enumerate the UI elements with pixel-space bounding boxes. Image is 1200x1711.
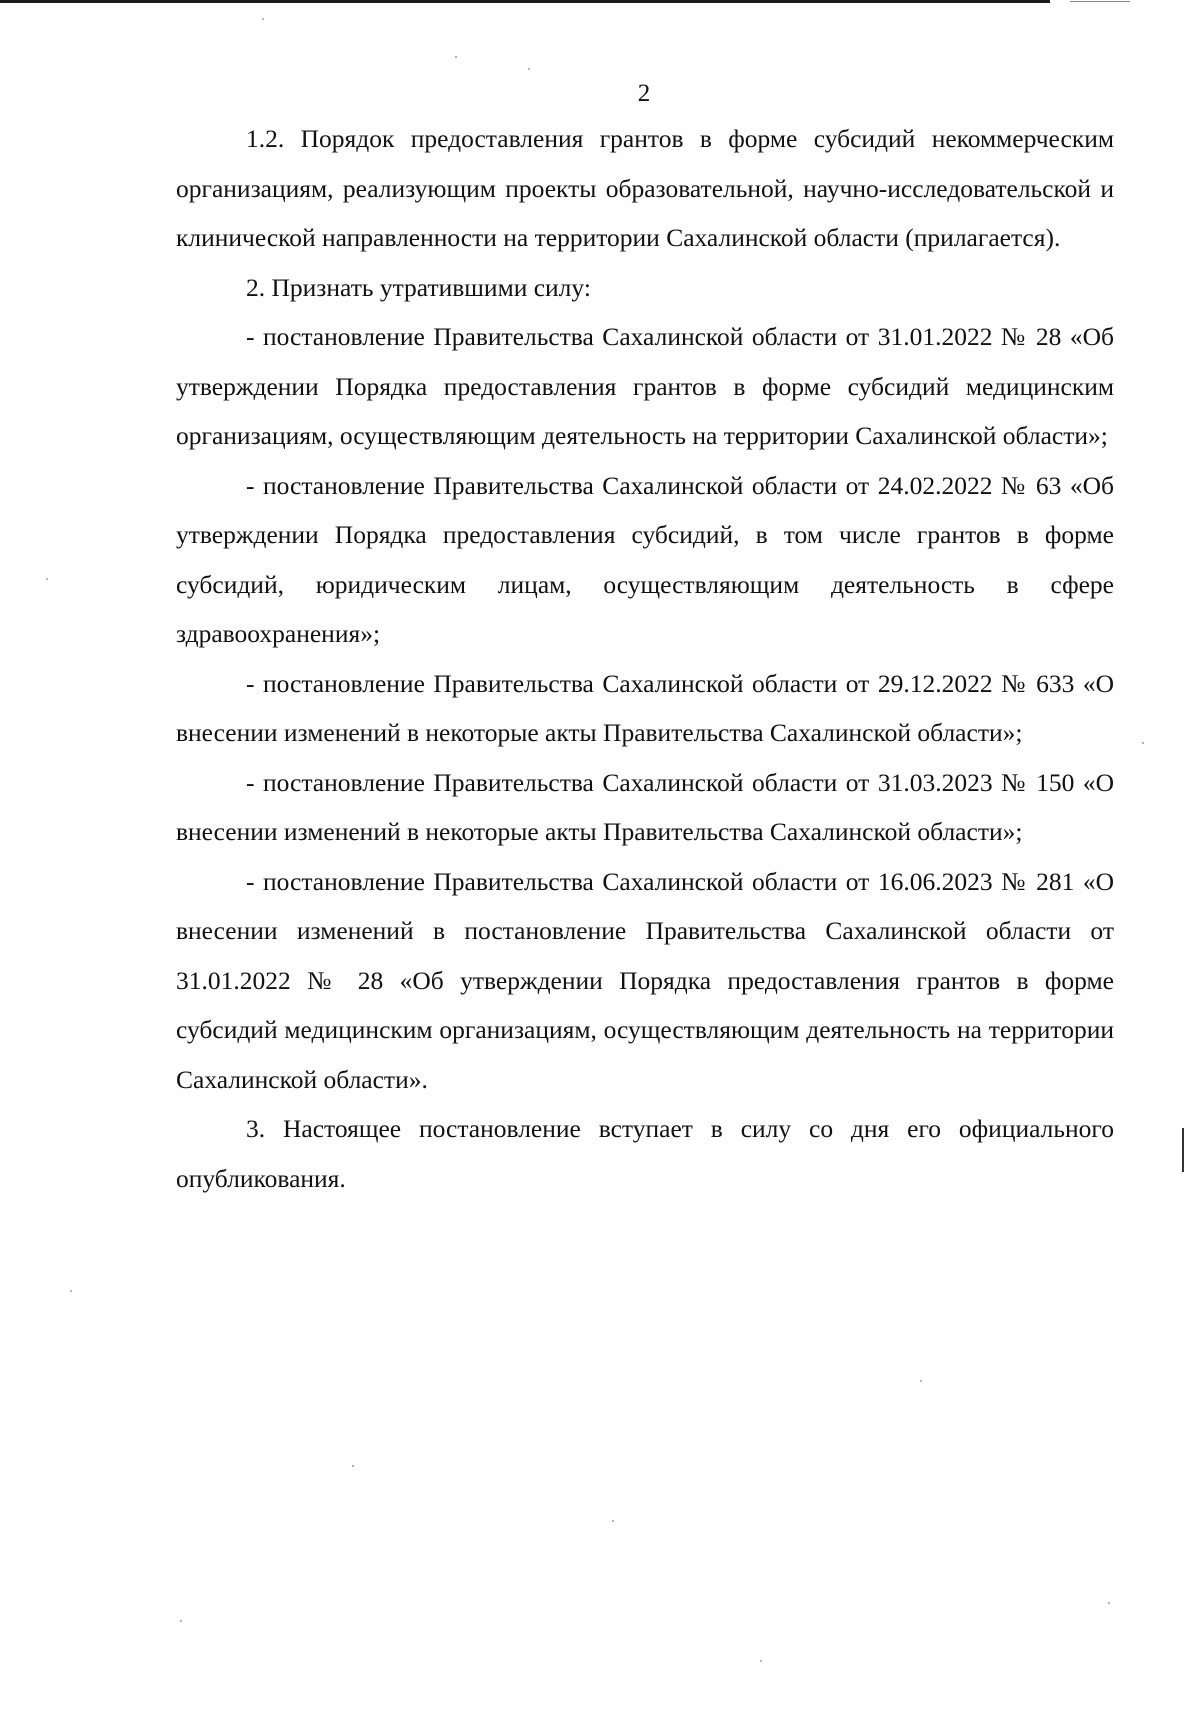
- scan-speck: [262, 18, 264, 20]
- paragraph-repeal-item-1: - постановление Правительства Сахалинской области от 31.01.2022 № 28 «Об утверждении Порядка предоставления грантов в форме субсидий медицинским организациям, осуществляющим деятельность на территории Сахалинской области»;: [176, 322, 1114, 450]
- scan-speck: [920, 1380, 922, 1382]
- page-number: 2: [637, 80, 651, 107]
- paragraph-repeal-item-2: - постановление Правительства Сахалинской области от 24.02.2022 № 63 «Об утверждении Порядка предоставления субсидий, в том числе грантов в форме субсидий, юридическим лицам, осуществляющим деятельность в сфере здравоохранения»;: [176, 470, 1114, 648]
- scan-speck: [352, 1465, 354, 1467]
- scan-artifact-mark: [1182, 1128, 1184, 1172]
- scan-speck: [612, 1520, 614, 1522]
- paragraph-repeal-item-3: - постановление Правительства Сахалинской области от 29.12.2022 № 633 «О внесении изменений в некоторые акты Правительства Сахалинской области»;: [176, 668, 1114, 747]
- paragraph-3: 3. Настоящее постановление вступает в силу со дня его официального опубликования.: [176, 1114, 1114, 1193]
- paragraph-1-2: 1.2. Порядок предоставления грантов в форме субсидий некоммерческим организациям, реализующим проекты образовательной, научно-исследовательской и клинической направленности на территории Сахалинской области (прилагается).: [176, 124, 1114, 252]
- scan-speck: [1142, 742, 1144, 744]
- scan-speck: [46, 578, 48, 580]
- scan-speck: [70, 1290, 72, 1292]
- scan-speck: [1108, 1602, 1110, 1604]
- scan-speck: [455, 56, 457, 58]
- paragraph-2: 2. Признать утратившими силу:: [246, 272, 591, 302]
- scan-speck: [528, 68, 530, 70]
- scan-speck: [760, 1660, 762, 1662]
- top-border-line: [0, 0, 1050, 3]
- scan-speck: [180, 1620, 182, 1622]
- paragraph-repeal-item-4: - постановление Правительства Сахалинской области от 31.03.2023 № 150 «О внесении изменений в некоторые акты Правительства Сахалинской области»;: [176, 767, 1114, 846]
- top-border-line-tail: [1070, 1, 1130, 2]
- document-body: [176, 114, 1114, 1203]
- paragraph-repeal-item-5: - постановление Правительства Сахалинской области от 16.06.2023 № 281 «О внесении изменений в постановление Правительства Сахалинской области от 31.01.2022 № 28 «Об утверждении Порядка предоставления грантов в форме субсидий медицинским организациям, осуществляющим деятельность на территории Сахалинской области».: [176, 866, 1114, 1094]
